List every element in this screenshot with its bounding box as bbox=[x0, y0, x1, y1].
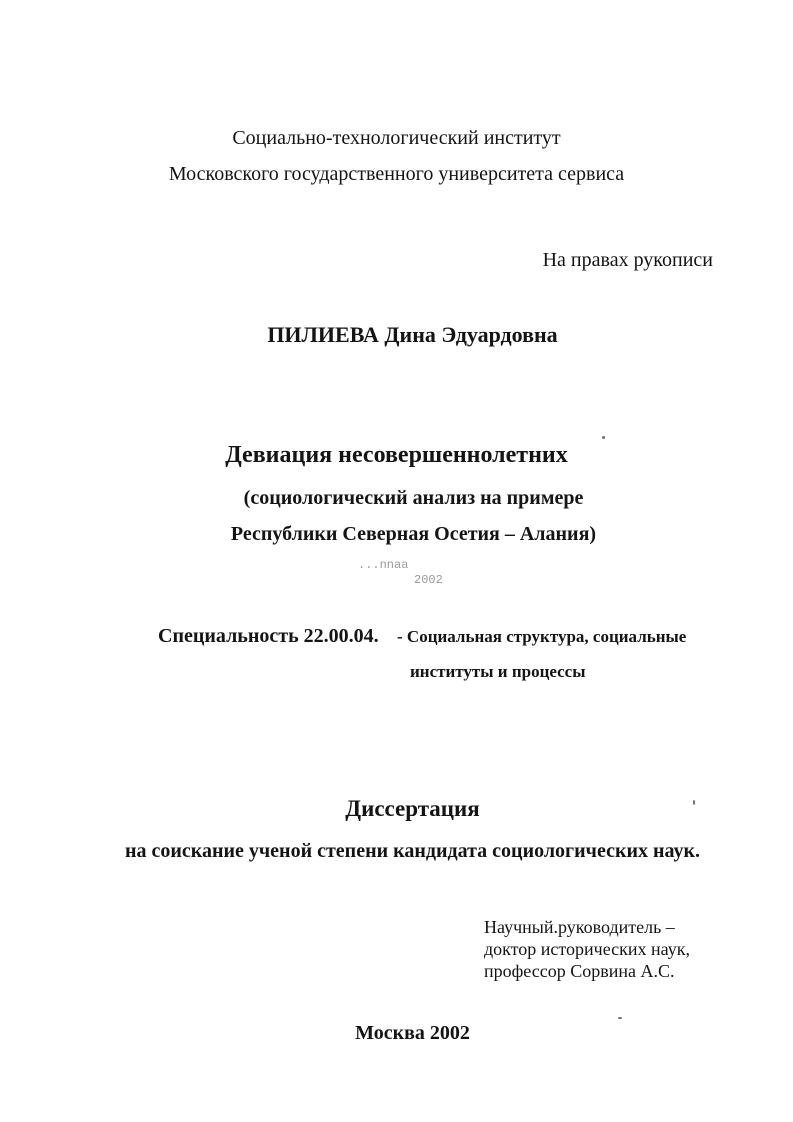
city-year: Москва 2002 bbox=[355, 1022, 470, 1044]
stamp-text-line1: ...nnaa bbox=[358, 558, 409, 572]
supervisor-line1: Научный.руководитель – bbox=[484, 917, 675, 937]
scan-speck bbox=[693, 800, 695, 805]
specialty-code: Специальность 22.00.04. bbox=[158, 625, 379, 647]
scan-speck bbox=[618, 1017, 622, 1019]
manuscript-rights-note: На правах рукописи bbox=[542, 249, 713, 271]
dissertation-subtitle-line2: Республики Северная Осетия – Алания) bbox=[230, 523, 597, 545]
specialty-description-line1: - Социальная структура, социальные bbox=[397, 627, 687, 646]
work-type-heading: Диссертация bbox=[345, 796, 480, 821]
specialty-description-line2: институты и процессы bbox=[410, 662, 586, 681]
supervisor-line3: профессор Сорвина А.С. bbox=[484, 961, 675, 981]
faded-stamp bbox=[358, 558, 458, 590]
supervisor-line2: доктор исторических наук, bbox=[484, 939, 690, 959]
author-name: ПИЛИЕВА Дина Эдуардовна bbox=[267, 322, 558, 347]
degree-purpose: на соискание ученой степени кандидата социологических наук. bbox=[124, 840, 701, 862]
stamp-text-line2: 2002 bbox=[414, 573, 443, 587]
dissertation-subtitle-line1: (социологический анализ на примере bbox=[243, 487, 584, 509]
institute-name-line2: Московского государственного университета сервиса bbox=[168, 163, 625, 185]
institute-name-line1: Социально-технологический институт bbox=[232, 127, 561, 149]
scan-speck bbox=[602, 436, 605, 439]
dissertation-title: Девиация несовершеннолетних bbox=[225, 442, 568, 468]
